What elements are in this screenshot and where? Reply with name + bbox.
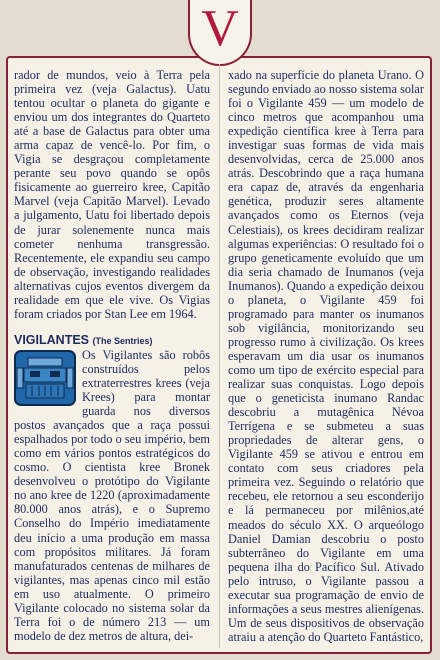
column-divider	[219, 64, 220, 648]
intro-paragraph: rador de mundos, veio à Terra pela primeira vez (veja Galactus). Uatu tentou ocultar o planeta do gigante e enviou um dos integrantes do Quarteto até a base de Galactus para obter uma arma capaz de vencê-lo. Por fim, o Vigia se desgraçou completamente perante seu povo quando se opôs fisicamente ao guerreiro kree, Capitão Marvel (veja Capitão Marvel). Levado a julgamento, Uatu foi libertado depois de jurar solenemente nunca mais cometer nenhuma transgressão. Recentemente, ele expandiu seu campo de observação, investigando realidades alternativas cujos eventos divergem da realidade em que ele vive. Os Vigias foram criados por Stan Lee em 1964.	[14, 68, 210, 321]
section-letter: V	[201, 0, 239, 57]
entry-heading	[14, 333, 210, 348]
left-column	[14, 68, 210, 643]
continued-paragraph: xado na superfície do planeta Urano. O segundo enviado ao nosso sistema solar foi o Vigilante 459 — um modelo de cinco metros que acompanhou uma expedição científica kree à Terra para investigar suas formas de vida mais desenvolvidas, cerca de 25.000 anos atrás. Descobrindo que a raça humana era capaz de, através da engenharia genética, produzir seres altamente avançados como os Eternos (veja Celestiais), os krees decidiram realizar algumas experiências: O resultado foi o grupo geneticamente evoluído que um dia seria chamado de Inumanos (veja Inumanos). Quando a expedição deixou o planeta, o Vigilante 459 foi programado para manter os inumanos sob vigilância, monitorizando seu progresso rumo à civilização. Os krees esperavam um dia usar os inumanos como um tipo de exército especial para realizar suas conquistas. Logo depois que o geneticista inumano Randac descobriu a mutagênica Névoa Terrígena e se submeteu a suas propriedades de alterar gens, o Vigilante 459 se ativou e entrou em contato com seus criadores pela primeira vez. Seguindo o relatório que recebeu, ele retornou a seu esconderijo e lá permaneceu por milênios,até meados do século XX. O arqueólogo Daniel Damian descobriu o posto subterrâneo do Vigilante em uma pequena ilha do Pacífico Sul. Ativado pelo intruso, o Vigilante passou a executar sua programação de envio de informações a seus mestres alienígenas. Um de seus dispositivos de observação atraiu a atenção do Quarteto Fantástico,	[228, 68, 424, 644]
entry-paragraph: Os Vigilantes são robôs construídos pelos extraterrestres krees (veja Krees) para montar guarda nos diversos postos avançados que a raça possui espalhados por todo o seu império, bem como em vários pontos estratégicos do cosmo. O cientista kree Bronek desenvolveu o protótipo do Vigilante no ano kree de 1220 (aproximadamente 80.000 anos atrás), e o Supremo Conselho do Império imediatamente deu início a uma produção em massa com propósitos militares. Já foram manufaturados centenas de milhares de vigilantes, mas apenas cinco mil estão em uso atualmente. O primeiro Vigilante colocado no sistema solar da Terra foi o de número 213 — um modelo de dez metros de altura, dei-	[14, 347, 210, 643]
entry-title: VIGILANTES	[14, 332, 90, 347]
entry-subtitle: (The Sentries)	[92, 335, 153, 346]
letter-tab	[188, 0, 252, 66]
right-column	[228, 68, 424, 644]
sentry-head-icon	[14, 350, 76, 406]
